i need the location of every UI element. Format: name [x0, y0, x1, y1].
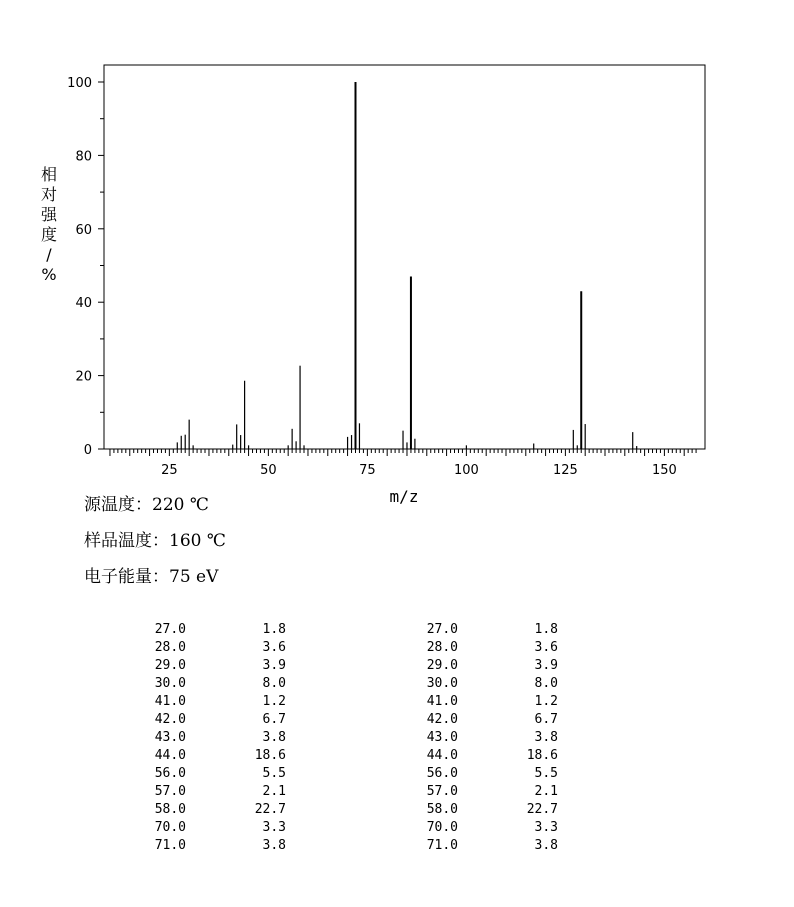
mz-value: 71.0 — [154, 838, 186, 853]
mz-value: 28.0 — [154, 640, 186, 655]
y-tick-label: 40 — [75, 296, 92, 312]
mz-value: 58.0 — [154, 802, 186, 817]
intensity-value: 3.3 — [534, 820, 558, 835]
table-row — [146, 819, 286, 837]
electron-energy: 电子能量：75 eV — [84, 567, 219, 587]
y-tick-label: 20 — [75, 369, 92, 385]
mz-value: 43.0 — [154, 730, 186, 745]
mz-value: 44.0 — [154, 748, 186, 763]
intensity-value: 3.6 — [262, 640, 286, 655]
table-row — [418, 819, 558, 837]
table-row — [418, 729, 558, 747]
y-tick-label: 0 — [83, 443, 92, 458]
intensity-value: 1.8 — [534, 622, 558, 637]
mz-value: 30.0 — [426, 676, 458, 691]
intensity-value: 5.5 — [534, 766, 558, 781]
intensity-value: 3.3 — [262, 820, 286, 835]
intensity-value: 8.0 — [534, 676, 558, 691]
table-row — [418, 801, 558, 819]
mz-value: 70.0 — [426, 820, 458, 835]
table-row — [146, 621, 286, 639]
y-tick-label: 60 — [75, 222, 92, 238]
table-row — [146, 783, 286, 801]
source-temperature: 源温度：220 ℃ — [84, 495, 209, 515]
mz-value: 28.0 — [426, 640, 458, 655]
table-row — [146, 747, 286, 765]
intensity-value: 22.7 — [526, 802, 558, 817]
table-row — [146, 837, 286, 855]
intensity-value: 3.8 — [534, 838, 558, 853]
table-row — [146, 657, 286, 675]
intensity-value: 6.7 — [262, 712, 286, 727]
y-axis-label: 相对强度/ % — [40, 165, 58, 284]
table-row — [146, 729, 286, 747]
y-tick-label: 80 — [75, 149, 92, 165]
mz-value: 30.0 — [154, 676, 186, 691]
x-tick-label: 100 — [453, 463, 479, 478]
mz-value: 57.0 — [154, 784, 186, 799]
mz-value: 42.0 — [154, 712, 186, 727]
peak-table-left — [146, 621, 286, 855]
table-row — [418, 675, 558, 693]
table-row — [418, 621, 558, 639]
x-tick-label: 125 — [552, 463, 578, 478]
intensity-value: 18.6 — [526, 748, 558, 763]
intensity-value: 3.8 — [262, 730, 286, 745]
mz-value: 42.0 — [426, 712, 458, 727]
x-tick-label: 25 — [161, 463, 178, 478]
intensity-value: 3.6 — [534, 640, 558, 655]
sample-temperature: 样品温度：160 ℃ — [84, 531, 226, 551]
mz-value: 57.0 — [426, 784, 458, 799]
intensity-value: 2.1 — [534, 784, 558, 799]
table-row — [418, 747, 558, 765]
intensity-value: 5.5 — [262, 766, 286, 781]
mz-value: 27.0 — [154, 622, 186, 637]
mz-value: 43.0 — [426, 730, 458, 745]
x-tick-label: 50 — [260, 463, 277, 478]
intensity-value: 3.9 — [534, 658, 558, 673]
intensity-value: 1.8 — [262, 622, 286, 637]
mz-value: 29.0 — [154, 658, 186, 673]
intensity-value: 1.2 — [534, 694, 558, 709]
mz-value: 56.0 — [426, 766, 458, 781]
mz-value: 71.0 — [426, 838, 458, 853]
x-tick-label: 75 — [359, 463, 376, 478]
x-tick-label: 150 — [651, 463, 677, 478]
table-row — [146, 639, 286, 657]
table-row — [418, 657, 558, 675]
intensity-value: 1.2 — [262, 694, 286, 709]
table-row — [418, 639, 558, 657]
table-row — [146, 675, 286, 693]
mz-value: 27.0 — [426, 622, 458, 637]
intensity-value: 18.6 — [254, 748, 286, 763]
mz-value: 41.0 — [426, 694, 458, 709]
intensity-value: 3.8 — [534, 730, 558, 745]
table-row — [146, 765, 286, 783]
table-row — [418, 837, 558, 855]
mz-value: 70.0 — [154, 820, 186, 835]
table-row — [146, 693, 286, 711]
intensity-value: 3.8 — [262, 838, 286, 853]
x-axis-label: m/z — [389, 487, 419, 506]
intensity-value: 2.1 — [262, 784, 286, 799]
intensity-value: 3.9 — [262, 658, 286, 673]
table-row — [146, 711, 286, 729]
table-row — [418, 783, 558, 801]
plot-frame — [104, 65, 705, 449]
table-row — [146, 801, 286, 819]
peak-table-right — [418, 621, 558, 855]
intensity-value: 22.7 — [254, 802, 286, 817]
intensity-value: 6.7 — [534, 712, 558, 727]
mz-value: 56.0 — [154, 766, 186, 781]
table-row — [418, 711, 558, 729]
table-row — [418, 765, 558, 783]
mz-value: 58.0 — [426, 802, 458, 817]
mz-value: 44.0 — [426, 748, 458, 763]
mz-value: 41.0 — [154, 694, 186, 709]
mz-value: 29.0 — [426, 658, 458, 673]
table-row — [418, 693, 558, 711]
y-tick-label: 100 — [67, 76, 92, 91]
intensity-value: 8.0 — [262, 676, 286, 691]
